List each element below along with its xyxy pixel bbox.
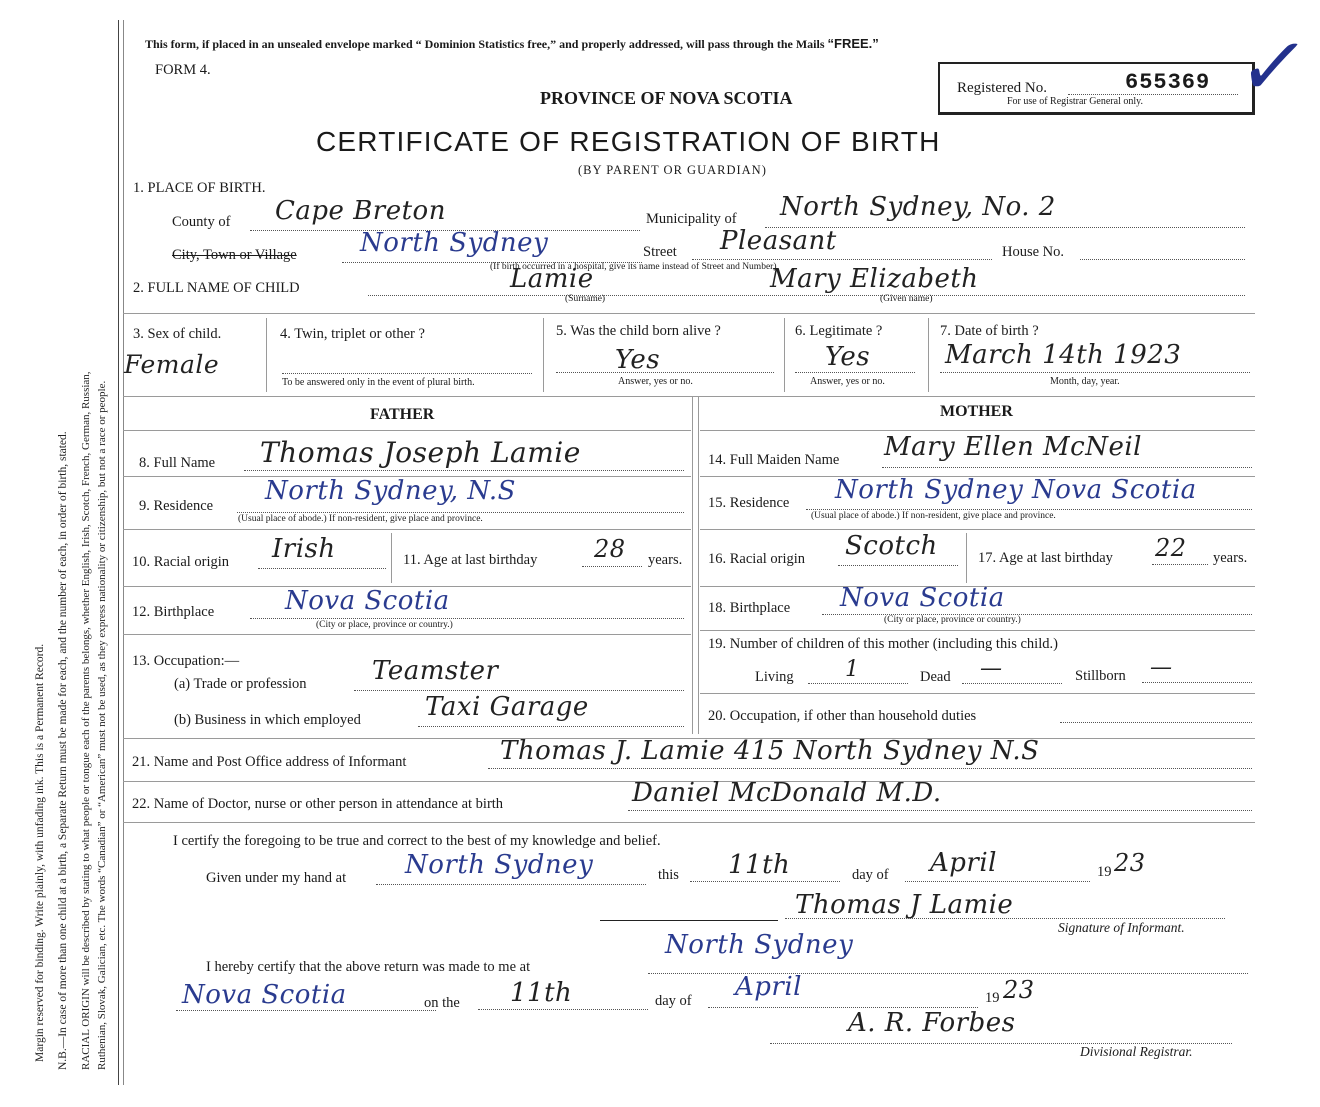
- signature-dots: [785, 918, 1225, 919]
- rule-center-b: [698, 396, 699, 734]
- margin-note-1: Margin reserved for binding. Write plainly, with unfading ink. This is a Permanent Record.: [34, 643, 46, 1062]
- given-label: Given under my hand at: [206, 870, 347, 886]
- stillborn-label: Stillborn: [1075, 668, 1126, 684]
- rule-mother-5: [700, 630, 1255, 631]
- doctor-label: 22. Name of Doctor, nurse or other person in attendance at birth: [132, 796, 504, 812]
- mother-race-dots: [838, 565, 958, 566]
- father-residence-label: 9. Residence: [139, 498, 214, 514]
- doctor-value: Daniel McDonald M.D.: [632, 778, 942, 808]
- informant-signature: Thomas J Lamie: [795, 890, 1014, 920]
- father-trade-dots: [354, 690, 684, 691]
- rule-mother-6: [700, 693, 1255, 694]
- dob-dots: [940, 372, 1250, 373]
- mother-name-value: Mary Ellen McNeil: [884, 432, 1142, 462]
- dob-note: Month, day, year.: [1050, 376, 1120, 387]
- free-label: “FREE.”: [827, 36, 879, 51]
- given-dots: [376, 884, 646, 885]
- registered-label: Registered No.: [957, 80, 1047, 96]
- mother-occ-dots: [1060, 722, 1252, 723]
- twin-label: 4. Twin, triplet or other ?: [280, 326, 425, 342]
- father-age-value: 28: [594, 535, 626, 563]
- alive-note: Answer, yes or no.: [618, 376, 693, 387]
- father-age-label: 11. Age at last birthday: [403, 552, 538, 568]
- mother-birthplace-label: 18. Birthplace: [708, 600, 791, 616]
- check-mark-icon: ✓: [1232, 24, 1315, 112]
- mother-race-label: 16. Racial origin: [708, 551, 806, 567]
- alive-dots: [556, 372, 774, 373]
- municipality-label: Municipality of: [646, 211, 737, 227]
- dead-label: Dead: [920, 669, 951, 685]
- this-dots: [690, 881, 840, 882]
- father-occupation-label: 13. Occupation:—: [132, 653, 240, 669]
- margin-note-4: Ruthenian, Slovak, Galician, etc. The words “Canadian” or “American” must not be used, as they express nationality or citizenship, but not a race or people.: [96, 380, 108, 1070]
- registrar-day: 11th: [510, 978, 573, 1008]
- mother-age-value: 22: [1155, 534, 1187, 562]
- doctor-dots: [628, 810, 1252, 811]
- rule-v-alive: [784, 318, 785, 392]
- hospital-note: (If birth occurred in a hospital, give its name instead of Street and Number): [490, 262, 777, 272]
- father-trade-value: Teamster: [372, 656, 499, 686]
- dead-dots: [962, 683, 1062, 684]
- certify-statement: I certify the foregoing to be true and correct to the best of my knowledge and belief.: [173, 833, 661, 849]
- father-business-label: (b) Business in which employed: [174, 712, 361, 728]
- postal-notice: This form, if placed in an unsealed envelope marked “ Dominion Statistics free,” and properly addressed, will pass through the Mails “FREE.”: [145, 36, 879, 51]
- municipality-dots: [765, 227, 1245, 228]
- registrar-place2: Nova Scotia: [182, 980, 347, 1010]
- child-name-dots: [368, 295, 1245, 296]
- living-label: Living: [755, 669, 794, 685]
- rule-center-a: [692, 396, 693, 734]
- father-race-label: 10. Racial origin: [132, 554, 230, 570]
- municipality-value: North Sydney, No. 2: [780, 192, 1056, 222]
- mother-occupation-label: 20. Occupation, if other than household duties: [708, 708, 977, 724]
- father-bp-dots: [250, 618, 684, 619]
- city-label: City, Town or Village: [172, 247, 297, 263]
- city-value: North Sydney: [360, 228, 549, 258]
- mother-residence-note: (Usual place of abode.) If non-resident, give place and province.: [811, 511, 1056, 521]
- mother-children-label: 19. Number of children of this mother (including this child.): [708, 636, 1058, 652]
- mother-race-value: Scotch: [845, 531, 938, 561]
- living-dots: [808, 683, 908, 684]
- father-birthplace-value: Nova Scotia: [285, 586, 450, 616]
- living-value: 1: [845, 657, 860, 682]
- registrar-place2-dots: [176, 1010, 436, 1011]
- father-birthplace-note: (City or place, province or country.): [316, 620, 453, 630]
- form-number: FORM 4.: [155, 62, 211, 78]
- binding-margin-line: [118, 20, 119, 1085]
- dead-value: —: [980, 656, 1003, 681]
- father-heading: FATHER: [370, 406, 435, 423]
- child-surname: Lamie: [510, 264, 594, 294]
- rule-parents-top: [123, 396, 1255, 397]
- twin-note: To be answered only in the event of plural birth.: [282, 377, 475, 388]
- legitimate-note: Answer, yes or no.: [810, 376, 885, 387]
- legit-dots: [795, 372, 915, 373]
- rule-v-mother-race: [966, 533, 967, 583]
- informant-dots: [488, 768, 1252, 769]
- rule-doctor: [123, 822, 1255, 823]
- registrar-year-prefix: 19: [985, 990, 1000, 1006]
- registrar-day-of-label: day of: [655, 993, 692, 1009]
- certificate-subtitle: (BY PARENT OR GUARDIAN): [578, 163, 767, 177]
- legitimate-label: 6. Legitimate ?: [795, 323, 883, 339]
- father-race-dots: [258, 568, 386, 569]
- month-dots: [905, 881, 1090, 882]
- legitimate-value: Yes: [825, 342, 871, 372]
- registered-dots: [1068, 94, 1238, 95]
- father-res-dots: [237, 512, 684, 513]
- alive-label: 5. Was the child born alive ?: [556, 323, 721, 339]
- given-place: North Sydney: [405, 850, 594, 880]
- registered-note: For use of Registrar General only.: [1007, 96, 1143, 107]
- father-name-dots: [244, 470, 684, 471]
- registrar-day-dots: [478, 1009, 648, 1010]
- informant-signature-label: Signature of Informant.: [1058, 920, 1185, 935]
- informant-label: 21. Name and Post Office address of Informant: [132, 754, 407, 770]
- given-name-label: (Given name): [880, 294, 933, 304]
- house-no-label: House No.: [1002, 244, 1065, 260]
- rule-father-1: [123, 430, 691, 431]
- certify-year: 23: [1114, 849, 1146, 877]
- rule-mother-3: [700, 529, 1255, 530]
- rule-v-legit: [928, 318, 929, 392]
- father-age-years: years.: [648, 552, 683, 568]
- mother-age-label: 17. Age at last birthday: [978, 550, 1113, 566]
- father-residence-note: (Usual place of abode.) If non-resident, give place and province.: [238, 514, 483, 524]
- certificate-title: CERTIFICATE OF REGISTRATION OF BIRTH: [316, 126, 941, 157]
- signature-rule: [600, 920, 778, 921]
- registrar-place1: North Sydney: [665, 930, 854, 960]
- still-dots: [1142, 682, 1252, 683]
- county-label: County of: [172, 214, 231, 230]
- father-birthplace-label: 12. Birthplace: [132, 604, 215, 620]
- street-label: Street: [643, 244, 677, 260]
- sex-label: 3. Sex of child.: [133, 326, 222, 342]
- sex-value: Female: [124, 350, 220, 379]
- stillborn-value: —: [1150, 655, 1173, 680]
- mother-res-dots: [806, 509, 1252, 510]
- rule-v-twin: [543, 318, 544, 392]
- father-race-value: Irish: [272, 534, 336, 564]
- this-label: this: [658, 867, 679, 883]
- mother-age-years: years.: [1213, 550, 1248, 566]
- registrar-month: April: [735, 972, 802, 1002]
- margin-note-2: N.B.—In case of more than one child at a birth, a Separate Return must be made for each, and the number of each, in order of birth, stated.: [57, 431, 69, 1070]
- dob-label: 7. Date of birth ?: [940, 323, 1039, 339]
- dob-value: March 14th 1923: [945, 340, 1182, 370]
- father-name-label: 8. Full Name: [139, 455, 216, 471]
- county-value: Cape Breton: [275, 196, 446, 226]
- rule-v-sex: [266, 318, 267, 392]
- rule-father-3: [123, 529, 691, 530]
- street-value: Pleasant: [720, 226, 837, 256]
- father-residence-value: North Sydney, N.S: [265, 476, 516, 506]
- house-dots: [1080, 259, 1245, 260]
- informant-value: Thomas J. Lamie 415 North Sydney N.S: [500, 736, 1040, 766]
- binding-margin-line-inner: [123, 20, 124, 1085]
- rule-father-5: [123, 634, 691, 635]
- father-trade-label: (a) Trade or profession: [174, 676, 307, 692]
- province-heading: PROVINCE OF NOVA SCOTIA: [540, 88, 793, 108]
- mother-birthplace-note: (City or place, province or country.): [884, 615, 1021, 625]
- place-of-birth-label: 1. PLACE OF BIRTH.: [133, 180, 266, 196]
- margin-note-3: RACIAL ORIGIN will be described by stating to what people or tongue each of the parents belongs, whether English, Irish, Scotch, French, German, Russian,: [80, 371, 92, 1070]
- mother-heading: MOTHER: [940, 403, 1013, 420]
- surname-label: (Surname): [565, 294, 606, 304]
- certify-day-of-label: day of: [852, 867, 889, 883]
- mother-age-dots: [1152, 564, 1208, 565]
- twin-dots: [282, 373, 532, 374]
- mother-residence-value: North Sydney Nova Scotia: [835, 475, 1197, 505]
- father-business-value: Taxi Garage: [425, 692, 589, 722]
- rule-v-father-race: [391, 533, 392, 583]
- father-name-value: Thomas Joseph Lamie: [260, 436, 581, 469]
- certify-month: April: [930, 848, 997, 878]
- rule-child-top: [123, 313, 1255, 314]
- rule-mother-1: [700, 430, 1255, 431]
- father-age-dots: [582, 566, 642, 567]
- registrar-signature: A. R. Forbes: [848, 1008, 1016, 1038]
- mother-name-label: 14. Full Maiden Name: [708, 452, 840, 468]
- child-name-label: 2. FULL NAME OF CHILD: [133, 280, 300, 296]
- street-dots: [692, 259, 992, 260]
- mother-birthplace-value: Nova Scotia: [840, 583, 1005, 613]
- mother-residence-label: 15. Residence: [708, 495, 790, 511]
- child-given-name: Mary Elizabeth: [770, 264, 979, 294]
- registered-number: 655369: [1125, 70, 1211, 95]
- alive-value: Yes: [615, 345, 661, 375]
- registrar-on-label: on the: [424, 995, 460, 1011]
- registrar-year: 23: [1003, 976, 1035, 1004]
- certify-year-prefix: 19: [1097, 864, 1112, 880]
- father-biz-dots: [418, 726, 684, 727]
- registrar-statement: I hereby certify that the above return was made to me at: [206, 959, 531, 975]
- certify-day: 11th: [728, 850, 791, 880]
- mother-name-dots: [882, 467, 1252, 468]
- registrar-signature-label: Divisional Registrar.: [1080, 1044, 1193, 1059]
